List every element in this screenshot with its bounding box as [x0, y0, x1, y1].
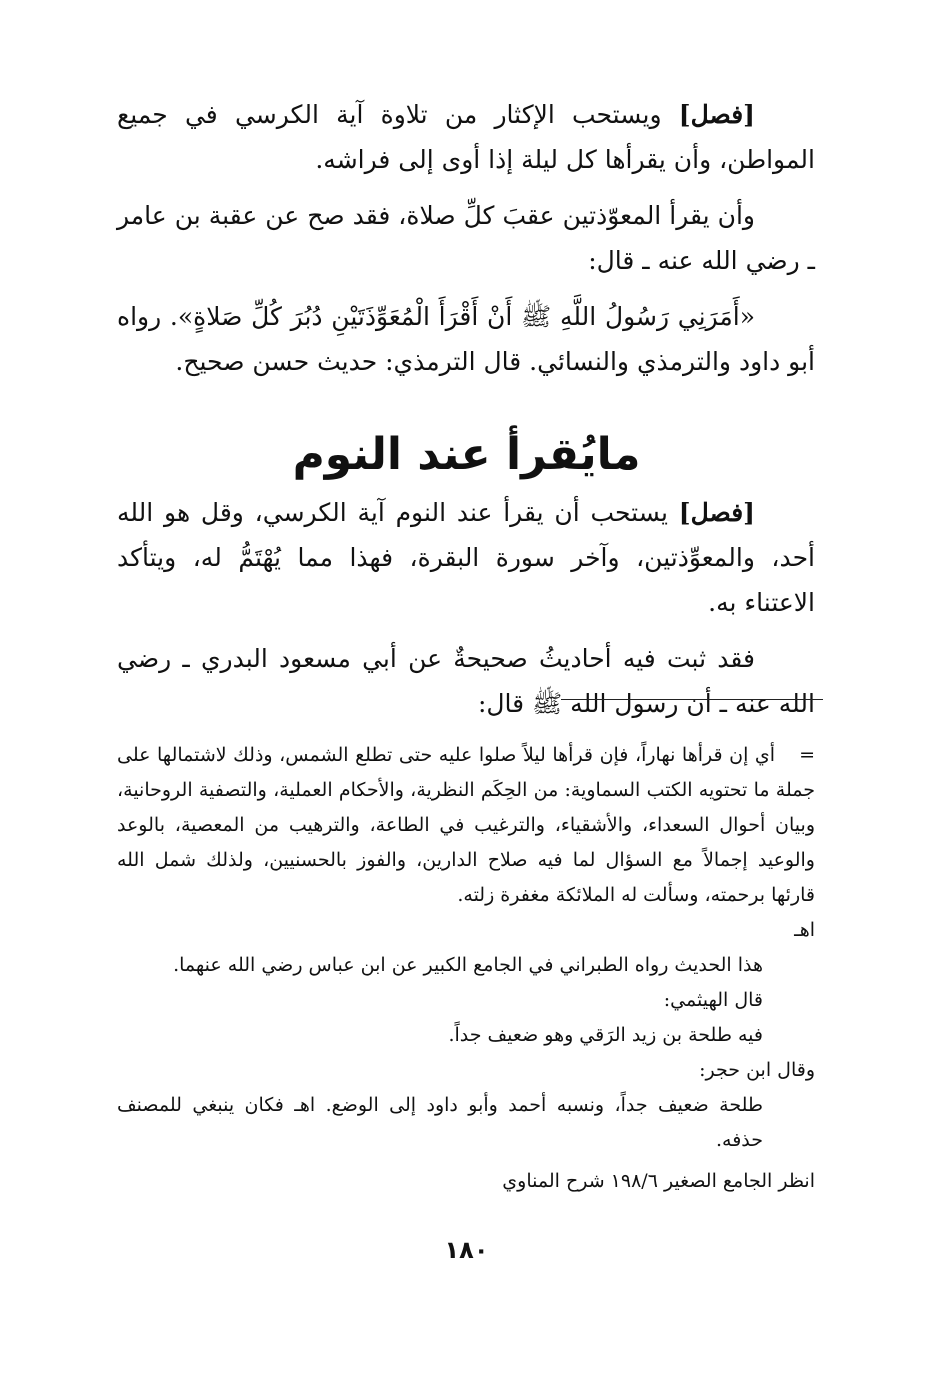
section-1 — [117, 92, 815, 384]
paragraph — [117, 490, 815, 625]
section-bracket: [فصل] — [678, 498, 755, 527]
footnote-paragraph: فيه طلحة بن زيد الرَقي وهو ضعيف جداً. — [448, 1024, 763, 1046]
hadith-paragraph: «أَمَرَنِي رَسُولُ اللَّهِ ﷺ أَنْ أَقْرَأَ الْمُعَوِّذَتَيْنِ دُبُرَ كُلِّ صَلاةٍ». رواه أبو داود والترمذي والنسائي. قال الترمذي: حديث حسن صحيح. — [117, 302, 815, 376]
footnote-text: أي إن قرأها نهاراً، فإن قرأها ليلاً صلوا عليه حتى تطلع الشمس، وذلك لاشتمالها على جملة ما تحتويه الكتب السماوية: من الحِكَم النظرية، والأحكام العملية، والتصفية الروحانية، وبيان أحوال السعداء، والأشقياء، والترغيب في الطاعة، والترهيب من المعصية، بالوعد والوعيد إجمالاً مع السؤال لما فيه صلاح الدارين، والفوز بالحسنيين، ولذلك شمل الله قارئها برحمته، وسألت له الملائكة مغفرة زلته. — [117, 744, 815, 906]
continuation-mark: = — [799, 744, 815, 766]
paragraph: فقد ثبت فيه أحاديثُ صحيحةٌ عن أبي مسعود البدري ـ رضي الله عنه ـ أن رسول الله ﷺ قال: — [117, 644, 815, 718]
footnote-paragraph — [117, 738, 815, 913]
paragraph-text: ويستحب الإكثار من تلاوة آية الكرسي في جميع المواطن، وأن يقرأها كل ليلة إذا أوى إلى فراشه. — [117, 100, 815, 174]
section-2 — [117, 490, 815, 726]
paragraph: وأن يقرأ المعوّذتين عقبَ كلِّ صلاة، فقد صح عن عقبة بن عامر ـ رضي الله عنه ـ قال: — [117, 201, 815, 275]
page-number: ١٨٠ — [444, 1236, 489, 1264]
footnote-reference: انظر الجامع الصغير ١٩٨/٦ شرح المناوي — [502, 1170, 815, 1192]
section-heading: مايُقرأ عند النوم — [292, 429, 641, 480]
footnote-paragraph: طلحة ضعيف جداً، ونسبه أحمد وأبو داود إلى الوضع. اهـ فكان ينبغي للمصنف حذفه. — [117, 1094, 763, 1151]
footnote-paragraph: هذا الحديث رواه الطبراني في الجامع الكبير عن ابن عباس رضي الله عنهما. — [173, 954, 763, 976]
footnote-paragraph: وقال ابن حجر: — [699, 1059, 815, 1081]
footnote-paragraph: قال الهيثمي: — [663, 989, 763, 1011]
paragraph-text: يستحب أن يقرأ عند النوم آية الكرسي، وقل هو الله أحد، والمعوِّذتين، وآخر سورة البقرة، فهذا مما يُهْتَمُّ له، ويتأكد الاعتناء به. — [117, 498, 815, 617]
section-bracket: [فصل] — [678, 100, 755, 129]
footnote-separator — [561, 699, 823, 700]
paragraph — [117, 92, 815, 182]
footnote-end-mark: اهـ — [794, 919, 815, 941]
footnotes — [117, 738, 815, 1199]
